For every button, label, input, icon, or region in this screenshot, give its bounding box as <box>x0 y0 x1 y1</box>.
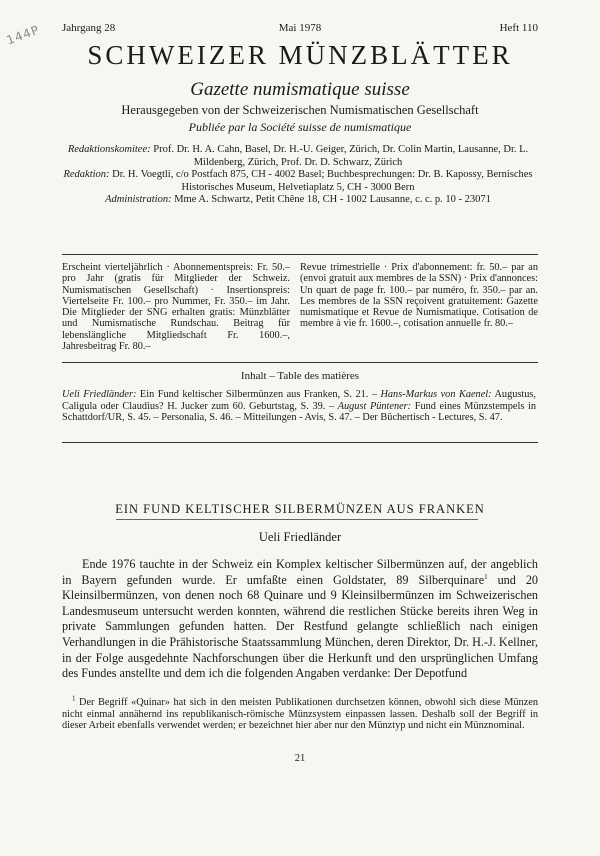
toc-author-1: Ueli Friedländer: <box>62 389 137 400</box>
article-paragraph <box>62 557 538 682</box>
toc-entry-1: Ein Fund keltischer Silbermünzen aus Franken, S. 21. – <box>136 389 381 400</box>
subscription-german-text: Erscheint vierteljährlich · Abonnementspreis: Fr. 50.– pro Jahr (gratis für Mitglieder der Schweiz. Numismatischen Gesellschaft) · Insertionspreis: Viertelseite Fr. 100.– pro Nummer, Fr. 350.– im Jahr. Die Mitglieder der SNG erhalten gratis: Münzblätter und Numismatische Rundschau. Beitrag für lebenslängliche Mitgliedschaft Fr. 1600.–, Jahresbeitrag Fr. 80.– <box>62 262 290 353</box>
divider-bottom <box>62 442 538 443</box>
masthead-subtitle: Gazette numismatique suisse <box>190 79 410 100</box>
title-underline <box>116 519 478 520</box>
volume-label: Jahrgang 28 <box>62 22 116 34</box>
footnote-text: Der Begriff «Quinar» hat sich in den meisten Publikationen durchsetzen können, obwohl sich diese Münzen nicht einmal annähernd ins republikanisch-römische Münzsystem einpassen lassen. Deshalb soll der Begriff in dieser Arbeit ebenfalls verwendet werden; er bezeichnet hier aber nur den Münztyp und nicht ein Münznominal. <box>62 697 538 732</box>
toc-heading: Inhalt – Table des matières <box>240 370 360 382</box>
admin-label: Administration: <box>105 194 172 205</box>
committee-label: Redaktionskomitee: <box>67 144 151 155</box>
table-of-contents <box>62 389 536 424</box>
article-author: Ueli Friedländer <box>258 530 342 544</box>
subscription-french-text: Revue trimestrielle · Prix d'abonnement: fr. 50.– par an (envoi gratuit aux membres de la SSN) · Prix d'annonces: Un quart de page fr. 100.– par numéro, fr. 350.– par an. Les membres de la SSN reçoivent gratuitement: Gazette numismatique et Revue de Numismatique. Cotisation de membre à vie fr. 1600.–, cotisation annuelle fr. 80.– <box>300 262 538 330</box>
toc-author-3: August Püntener: <box>337 400 412 412</box>
masthead-title: SCHWEIZER MÜNZBLÄTTER <box>87 40 513 70</box>
issue-number: Heft 110 <box>499 22 538 34</box>
footnote <box>62 694 538 732</box>
committee-text: Prof. Dr. H. A. Cahn, Basel, Dr. H.-U. Geiger, Zürich, Dr. Colin Martin, Lausanne, Dr. L. Mildenberg, Zürich, Prof. Dr. D. Schwarz, Zürich <box>153 144 529 168</box>
subscription-german <box>62 262 290 352</box>
editorial-board <box>62 144 534 207</box>
divider-middle <box>62 362 538 363</box>
article-body <box>62 557 538 682</box>
issue-date: Mai 1978 <box>278 22 322 34</box>
editor-text: Dr. H. Voegtli, c/o Postfach 875, CH - 4002 Basel; Buchbesprechungen: Dr. B. Kapossy, Bernisches Historisches Museum, Helvetiaplatz 5, CH - 3000 Bern <box>112 169 533 193</box>
footnote-marker: 1 <box>484 572 488 581</box>
toc-entry-2: Augustus, Caligula oder Claudius? H. Jucker zum 60. Geburtstag, S. 39. – <box>62 389 536 412</box>
divider-top <box>62 254 538 255</box>
publisher-german: Herausgegeben von der Schweizerischen Numismatischen Gesellschaft <box>121 103 479 117</box>
toc-entry-3: Fund eines Münzstempels in Schattdorf/UR, S. 45. – Personalia, S. 46. – Mitteilungen - Avis, S. 47. – Der Büchertisch - Lectures, S. 47. <box>62 400 536 423</box>
footnote-number: 1 <box>72 694 76 703</box>
editor-label: Redaktion: <box>63 169 110 180</box>
article-title: EIN FUND KELTISCHER SILBERMÜNZEN AUS FRANKEN <box>115 502 485 516</box>
toc-author-2: Hans-Markus von Kaenel: <box>380 389 492 400</box>
publisher-french: Publiée par la Société suisse de numismatique <box>188 120 412 134</box>
paragraph-part-b: und 20 Kleinsilbermünzen, von denen noch 68 Quinare und 9 Kleinsilbermünzen im Schweizerischen Landesmuseum untersucht werden konnten, während die restlichen Stücke bereits ihren Weg in private Sammlungen gefunden hatten. Der Restfund gelangte schließlich nach einigen Verhandlungen in die Prähistorische Staatssammlung München, deren Direktor, Dr. H.-J. Kellner, in der Folge ausgedehnte Nachforschungen über die Herkunft und den ursprünglichen Umfang des Fundes anstellte und dem ich die folgenden Angaben verdanke: Der Depotfund <box>62 572 539 681</box>
paragraph-part-a: Ende 1976 tauchte in der Schweiz ein Komplex keltischer Silbermünzen auf, der angeblich in Bayern gefunden wurde. Er umfaßte einen Goldstater, 89 Silberquinare <box>62 557 538 587</box>
page-number: 21 <box>294 753 306 764</box>
subscription-french <box>300 262 538 330</box>
pencil-annotation: 144P <box>4 22 42 48</box>
admin-text: Mme A. Schwartz, Petit Chêne 18, CH - 1002 Lausanne, c. c. p. 10 - 23071 <box>174 194 491 205</box>
